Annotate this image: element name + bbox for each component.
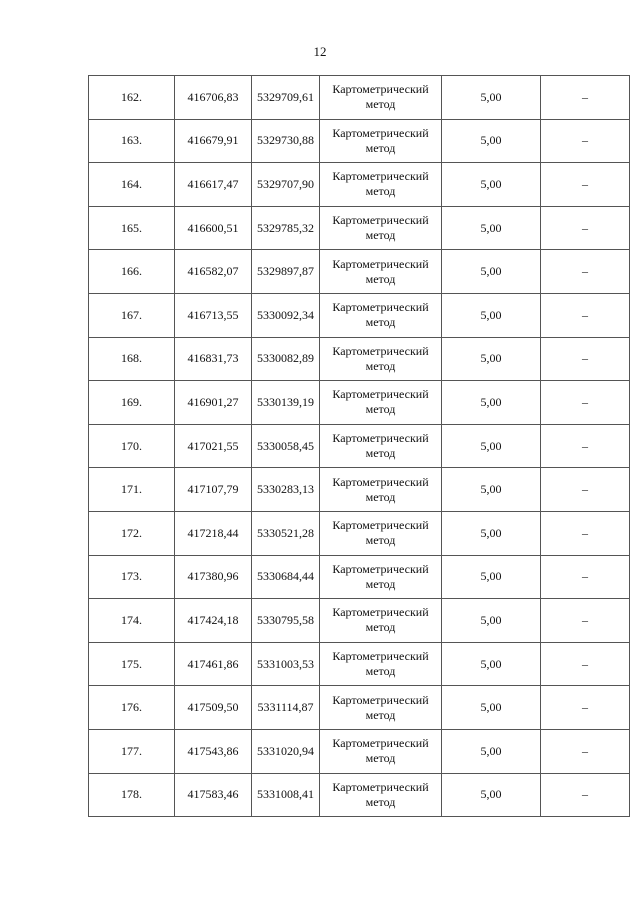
y-coordinate-cell: 5330283,13: [252, 468, 320, 512]
note-cell: –: [541, 337, 630, 381]
table-row: [89, 511, 630, 555]
y-coordinate-cell: 5331008,41: [252, 773, 320, 817]
x-coordinate-cell: 417218,44: [175, 511, 252, 555]
point-number-cell: 170.: [89, 424, 175, 468]
method-cell: [320, 686, 442, 730]
note-cell: –: [541, 381, 630, 425]
note-cell: –: [541, 206, 630, 250]
x-coordinate-cell: 416582,07: [175, 250, 252, 294]
method-line-1: Картометрический: [332, 82, 429, 97]
method-line-2: метод: [365, 140, 396, 155]
point-number-cell: 166.: [89, 250, 175, 294]
y-coordinate-cell: 5330092,34: [252, 293, 320, 337]
note-cell: –: [541, 76, 630, 120]
method-cell: [320, 642, 442, 686]
accuracy-cell: 5,00: [442, 206, 541, 250]
y-coordinate-cell: 5329707,90: [252, 163, 320, 207]
method-line-1: Картометрический: [332, 431, 429, 446]
method-line-1: Картометрический: [332, 213, 429, 228]
method-line-2: метод: [365, 533, 396, 548]
coordinates-table-body: [89, 76, 630, 817]
y-coordinate-cell: 5329709,61: [252, 76, 320, 120]
x-coordinate-cell: 417380,96: [175, 555, 252, 599]
method-line-1: Картометрический: [332, 605, 429, 620]
method-line-2: метод: [365, 489, 396, 504]
method-line-2: метод: [365, 228, 396, 243]
x-coordinate-cell: 416600,51: [175, 206, 252, 250]
note-cell: –: [541, 293, 630, 337]
accuracy-cell: 5,00: [442, 729, 541, 773]
method-cell: [320, 76, 442, 120]
method-line-2: метод: [365, 315, 396, 330]
method-cell: [320, 206, 442, 250]
note-cell: –: [541, 599, 630, 643]
note-cell: –: [541, 511, 630, 555]
accuracy-cell: 5,00: [442, 468, 541, 512]
method-line-2: метод: [365, 751, 396, 766]
point-number-cell: 165.: [89, 206, 175, 250]
accuracy-cell: 5,00: [442, 555, 541, 599]
y-coordinate-cell: 5331003,53: [252, 642, 320, 686]
x-coordinate-cell: 417107,79: [175, 468, 252, 512]
method-line-1: Картометрический: [332, 692, 429, 707]
method-line-2: метод: [365, 446, 396, 461]
point-number-cell: 167.: [89, 293, 175, 337]
table-row: [89, 163, 630, 207]
y-coordinate-cell: 5331114,87: [252, 686, 320, 730]
method-line-2: метод: [365, 184, 396, 199]
x-coordinate-cell: 416679,91: [175, 119, 252, 163]
point-number-cell: 173.: [89, 555, 175, 599]
method-cell: [320, 119, 442, 163]
table-row: [89, 206, 630, 250]
y-coordinate-cell: 5329730,88: [252, 119, 320, 163]
x-coordinate-cell: 416831,73: [175, 337, 252, 381]
method-line-1: Картометрический: [332, 256, 429, 271]
accuracy-cell: 5,00: [442, 686, 541, 730]
note-cell: –: [541, 642, 630, 686]
point-number-cell: 171.: [89, 468, 175, 512]
point-number-cell: 176.: [89, 686, 175, 730]
method-line-1: Картометрический: [332, 300, 429, 315]
method-cell: [320, 468, 442, 512]
method-cell: [320, 163, 442, 207]
method-line-1: Картометрический: [332, 474, 429, 489]
method-line-2: метод: [365, 97, 396, 112]
note-cell: –: [541, 250, 630, 294]
method-cell: [320, 773, 442, 817]
table-row: [89, 424, 630, 468]
table-row: [89, 468, 630, 512]
x-coordinate-cell: 416713,55: [175, 293, 252, 337]
note-cell: –: [541, 686, 630, 730]
page-number: 12: [313, 44, 327, 59]
accuracy-cell: 5,00: [442, 773, 541, 817]
x-coordinate-cell: 416901,27: [175, 381, 252, 425]
point-number-cell: 174.: [89, 599, 175, 643]
method-cell: [320, 424, 442, 468]
note-cell: –: [541, 555, 630, 599]
table-row: [89, 729, 630, 773]
method-line-1: Картометрический: [332, 649, 429, 664]
method-cell: [320, 511, 442, 555]
table-row: [89, 642, 630, 686]
y-coordinate-cell: 5330521,28: [252, 511, 320, 555]
accuracy-cell: 5,00: [442, 381, 541, 425]
accuracy-cell: 5,00: [442, 642, 541, 686]
accuracy-cell: 5,00: [442, 293, 541, 337]
y-coordinate-cell: 5329897,87: [252, 250, 320, 294]
method-line-1: Картометрический: [332, 387, 429, 402]
table-row: [89, 381, 630, 425]
point-number-cell: 163.: [89, 119, 175, 163]
point-number-cell: 175.: [89, 642, 175, 686]
coordinates-table: [88, 75, 630, 817]
x-coordinate-cell: 417509,50: [175, 686, 252, 730]
method-line-2: метод: [365, 707, 396, 722]
method-line-2: метод: [365, 664, 396, 679]
method-cell: [320, 555, 442, 599]
note-cell: –: [541, 119, 630, 163]
accuracy-cell: 5,00: [442, 119, 541, 163]
table-row: [89, 599, 630, 643]
method-line-2: метод: [365, 402, 396, 417]
y-coordinate-cell: 5330139,19: [252, 381, 320, 425]
point-number-cell: 172.: [89, 511, 175, 555]
x-coordinate-cell: 417583,46: [175, 773, 252, 817]
point-number-cell: 164.: [89, 163, 175, 207]
accuracy-cell: 5,00: [442, 250, 541, 294]
accuracy-cell: 5,00: [442, 76, 541, 120]
table-row: [89, 555, 630, 599]
x-coordinate-cell: 417021,55: [175, 424, 252, 468]
accuracy-cell: 5,00: [442, 424, 541, 468]
method-cell: [320, 599, 442, 643]
note-cell: –: [541, 773, 630, 817]
table-row: [89, 293, 630, 337]
accuracy-cell: 5,00: [442, 599, 541, 643]
method-line-2: метод: [365, 576, 396, 591]
point-number-cell: 168.: [89, 337, 175, 381]
method-cell: [320, 729, 442, 773]
method-line-1: Картометрический: [332, 779, 429, 794]
method-line-2: метод: [365, 620, 396, 635]
x-coordinate-cell: 417461,86: [175, 642, 252, 686]
y-coordinate-cell: 5330058,45: [252, 424, 320, 468]
y-coordinate-cell: 5329785,32: [252, 206, 320, 250]
method-cell: [320, 250, 442, 294]
x-coordinate-cell: 416617,47: [175, 163, 252, 207]
y-coordinate-cell: 5330684,44: [252, 555, 320, 599]
method-line-1: Картометрический: [332, 561, 429, 576]
note-cell: –: [541, 163, 630, 207]
point-number-cell: 162.: [89, 76, 175, 120]
x-coordinate-cell: 417424,18: [175, 599, 252, 643]
method-line-1: Картометрический: [332, 736, 429, 751]
note-cell: –: [541, 468, 630, 512]
y-coordinate-cell: 5331020,94: [252, 729, 320, 773]
accuracy-cell: 5,00: [442, 337, 541, 381]
accuracy-cell: 5,00: [442, 163, 541, 207]
note-cell: –: [541, 729, 630, 773]
method-line-1: Картометрический: [332, 518, 429, 533]
accuracy-cell: 5,00: [442, 511, 541, 555]
method-line-1: Картометрический: [332, 169, 429, 184]
point-number-cell: 178.: [89, 773, 175, 817]
y-coordinate-cell: 5330795,58: [252, 599, 320, 643]
table-row: [89, 337, 630, 381]
method-line-2: метод: [365, 794, 396, 809]
table-row: [89, 250, 630, 294]
method-cell: [320, 381, 442, 425]
table-row: [89, 76, 630, 120]
y-coordinate-cell: 5330082,89: [252, 337, 320, 381]
table-row: [89, 773, 630, 817]
x-coordinate-cell: 417543,86: [175, 729, 252, 773]
method-line-1: Картометрический: [332, 343, 429, 358]
table-row: [89, 119, 630, 163]
method-cell: [320, 337, 442, 381]
table-row: [89, 686, 630, 730]
method-line-2: метод: [365, 271, 396, 286]
point-number-cell: 169.: [89, 381, 175, 425]
method-cell: [320, 293, 442, 337]
point-number-cell: 177.: [89, 729, 175, 773]
note-cell: –: [541, 424, 630, 468]
x-coordinate-cell: 416706,83: [175, 76, 252, 120]
method-line-1: Картометрический: [332, 125, 429, 140]
method-line-2: метод: [365, 358, 396, 373]
